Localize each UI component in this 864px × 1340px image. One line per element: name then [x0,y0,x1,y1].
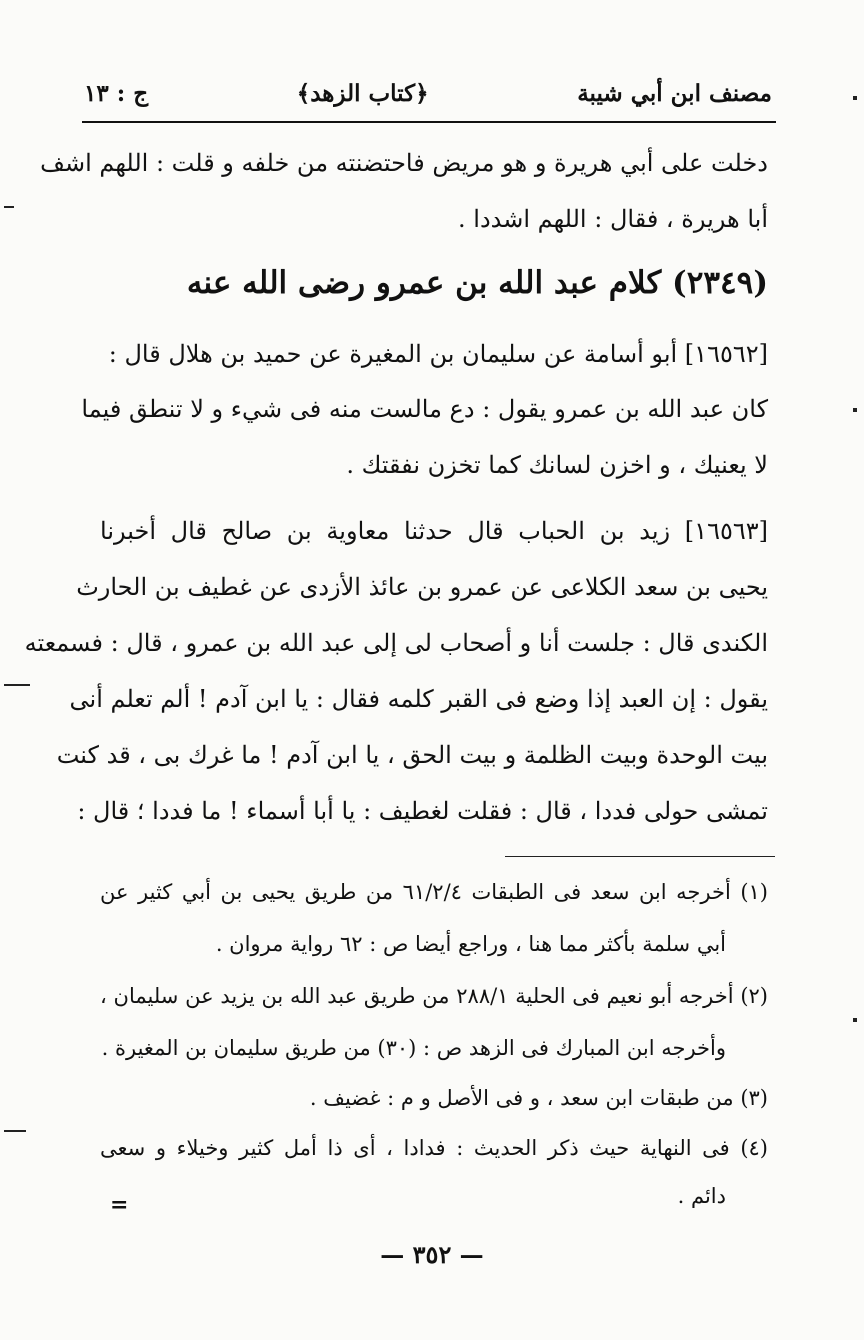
footnote-1-line-1: (١) أخرجه ابن سعد فى الطبقات ٦١/٢/٤ من طريق يحيى بن أبي كثير عن [100,880,768,904]
intro-line-1: دخلت على أبي هريرة و هو مريض فاحتضنته من خلفه و قلت : اللهم اشف [40,149,768,177]
hadith-16562-line-2: كان عبد الله بن عمرو يقول : دع مالست منه فى شيء و لا تنطق فيما [81,395,768,423]
chapter-title: ﴿كتاب الزهد﴾ [296,79,429,107]
page-number: — ٣٥٢ — [380,1240,484,1269]
running-header [84,68,772,118]
hadith-16562-line-1: [١٦٥٦٢] أبو أسامة عن سليمان بن المغيرة عن حميد بن هلال قال : [108,340,768,368]
volume-number: ج : ١٣ [84,79,149,107]
hadith-16563-line-4: يقول : إن العبد إذا وضع فى القبر كلمه فقال : يا ابن آدم ! ألم تعلم أنى [69,685,768,713]
hadith-16562-line-3: لا يعنيك ، و اخزن لسانك كما تخزن نفقتك . [346,451,768,479]
footnote-3: (٣) من طبقات ابن سعد ، و فى الأصل و م : غضيف . [309,1086,768,1110]
margin-speck [4,1130,26,1132]
footnote-1-line-2: أبي سلمة بأكثر مما هنا ، وراجع أيضا ص : ٦٢ رواية مروان . [215,932,726,956]
footnote-2-line-1: (٢) أخرجه أبو نعيم فى الحلية ٢٨٨/١ من طريق عبد الله بن يزيد عن سليمان ، [100,984,768,1008]
hadith-16563-line-5: بيت الوحدة وبيت الظلمة و بيت الحق ، يا ابن آدم ! ما غرك بى ، قد كنت [56,741,768,769]
margin-speck [853,408,857,412]
margin-speck [853,1018,857,1022]
footnote-4-line-2: دائم . [677,1184,726,1208]
hadith-16563-line-3: الكندى قال : جلست أنا و أصحاب لى إلى عبد الله بن عمرو ، قال : فسمعته [24,629,768,657]
hadith-16563-line-1: [١٦٥٦٣] زيد بن الحباب قال حدثنا معاوية بن صالح قال أخبرنا [100,517,768,545]
footnote-2-line-2: وأخرجه ابن المبارك فى الزهد ص : (٣٠) من طريق سليمان بن المغيرة . [101,1036,726,1060]
hadith-16563-line-2: يحيى بن سعد الكلاعى عن عمرو بن عائذ الأزدى عن غطيف بن الحارث [76,573,768,601]
section-title: (٢٣٤٩) كلام عبد الله بن عمرو رضى الله عنه [186,265,768,301]
book-title: مصنف ابن أبي شيبة [577,79,772,107]
footnote-4-line-1: (٤) فى النهاية حيث ذكر الحديث : فدادا ، أى ذا أمل كثير وخيلاء و سعى [100,1136,768,1160]
intro-line-2: أبا هريرة ، فقال : اللهم اشددا . [458,205,768,233]
margin-speck [4,684,30,686]
margin-speck [4,206,14,208]
hadith-16563-line-6: تمشى حولى فددا ، قال : فقلت لغطيف : يا أبا أسماء ! ما فددا ؛ قال : [77,797,768,825]
margin-speck [853,96,857,100]
footnote-rule [505,856,775,857]
continuation-mark: = [110,1192,129,1218]
header-rule [82,121,776,123]
